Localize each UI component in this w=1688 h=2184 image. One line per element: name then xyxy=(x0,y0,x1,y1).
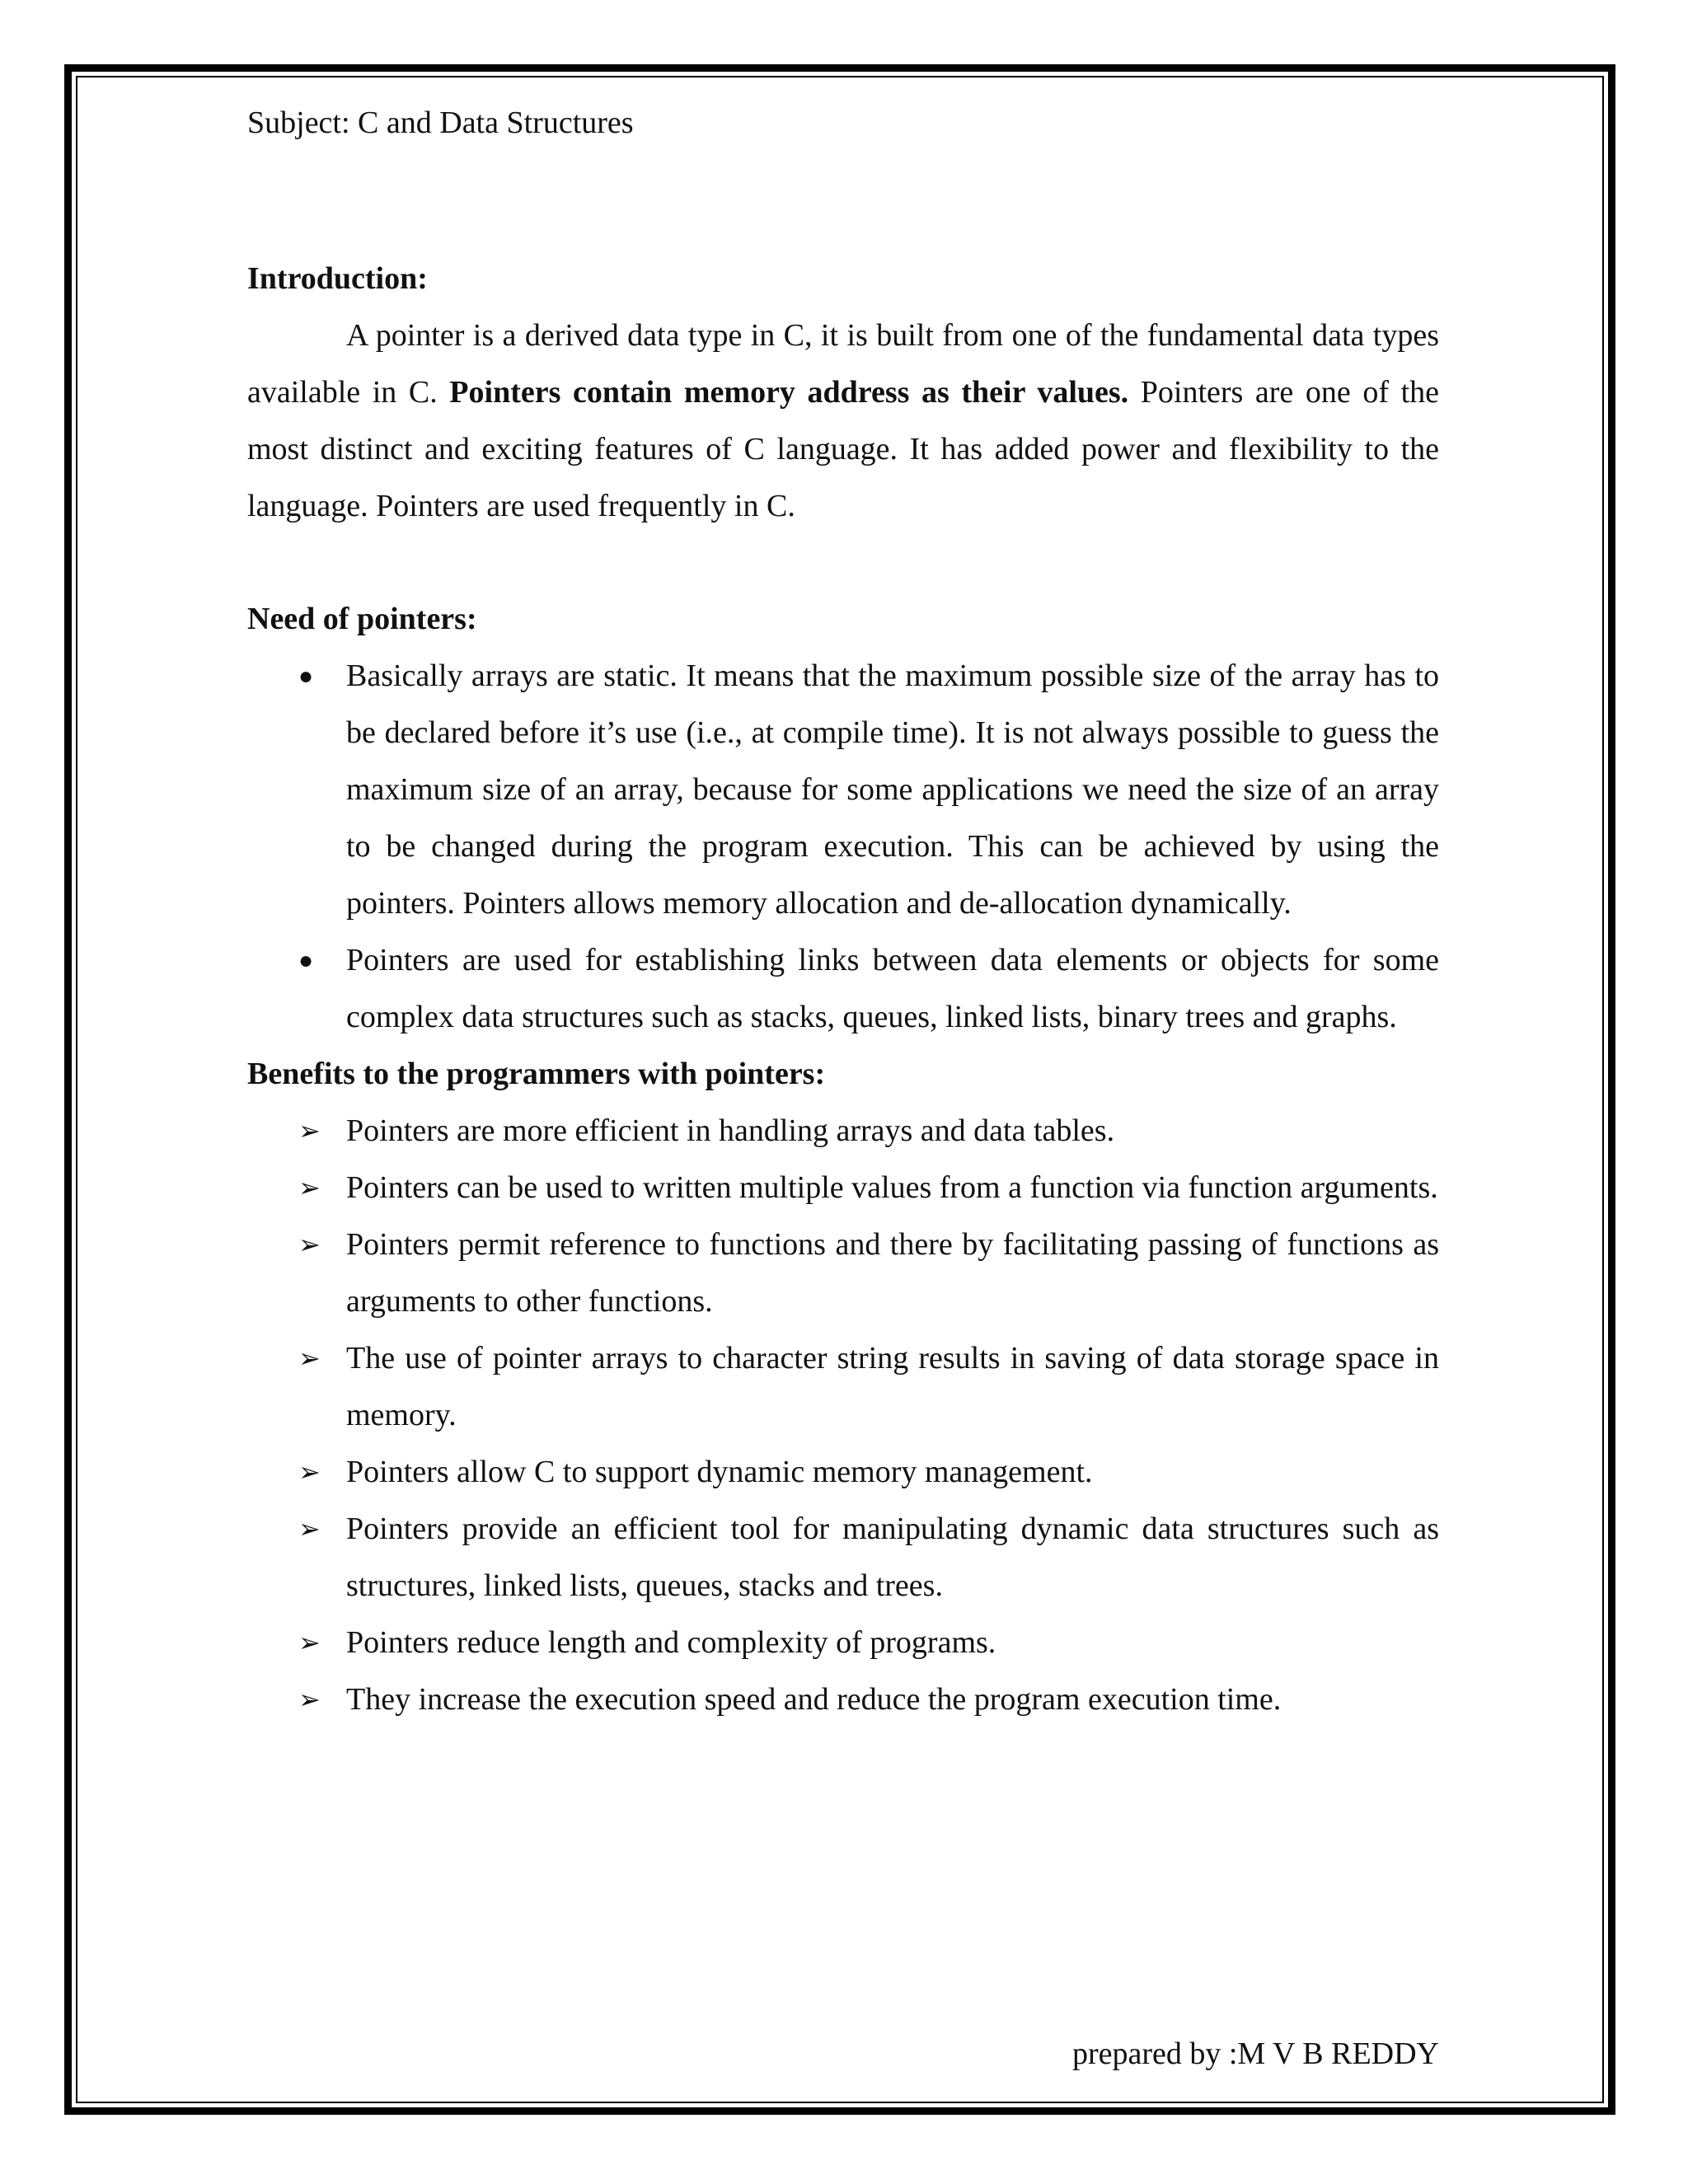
document-body xyxy=(247,95,1439,1728)
arrow-bullet-icon: ➢ xyxy=(298,1457,321,1487)
arrow-bullet-icon: ➢ xyxy=(298,1230,321,1259)
benefit-item-text: The use of pointer arrays to character string results in saving of data storage space in memory. xyxy=(346,1341,1439,1432)
subject-header: Subject: C and Data Structures xyxy=(247,105,634,140)
benefit-item-text: Pointers reduce length and complexity of programs. xyxy=(346,1625,996,1660)
benefit-item-text: Pointers permit reference to functions and there by facilitating passing of functions as arguments to other functions. xyxy=(346,1227,1439,1319)
introduction-text-bold: Pointers contain memory address as their values. xyxy=(449,375,1129,410)
introduction-paragraph xyxy=(247,307,1439,535)
benefit-item xyxy=(247,1671,1439,1728)
arrow-bullet-icon: ➢ xyxy=(298,1514,321,1544)
prepared-by-footer: prepared by :M V B REDDY xyxy=(1071,2036,1439,2071)
need-list xyxy=(247,648,1439,1046)
arrow-bullet-icon: ➢ xyxy=(298,1343,321,1373)
benefit-item-text: Pointers are more efficient in handling arrays and data tables. xyxy=(346,1113,1115,1148)
benefit-item-text: Pointers allow C to support dynamic memory management. xyxy=(346,1455,1093,1489)
arrow-bullet-icon: ➢ xyxy=(298,1173,321,1202)
benefit-item xyxy=(247,1501,1439,1615)
bullet-dot-icon: ● xyxy=(298,663,314,690)
benefit-item-text: Pointers provide an efficient tool for manipulating dynamic data structures such as structures, linked lists, queues, stacks and trees. xyxy=(346,1511,1439,1603)
need-item xyxy=(247,648,1439,932)
benefit-item xyxy=(247,1330,1439,1444)
arrow-bullet-icon: ➢ xyxy=(298,1628,321,1657)
introduction-text-start: A pointer is a derived data type in C, it is built from one of the fundamental data types available in C. xyxy=(247,318,1439,410)
need-item xyxy=(247,932,1439,1046)
introduction-text-end: Pointers are one of the most distinct and exciting features of C language. It has added power and flexibility to the language. Pointers are used frequently in C. xyxy=(247,375,1439,523)
bullet-dot-icon: ● xyxy=(298,947,314,974)
arrow-bullet-icon: ➢ xyxy=(298,1685,321,1714)
benefit-item-text: They increase the execution speed and reduce the program execution time. xyxy=(346,1682,1282,1717)
benefits-list xyxy=(247,1103,1439,1728)
benefit-item xyxy=(247,1615,1439,1671)
benefits-heading: Benefits to the programmers with pointers: xyxy=(247,1057,826,1091)
arrow-bullet-icon: ➢ xyxy=(298,1116,321,1146)
benefit-item xyxy=(247,1160,1439,1216)
benefit-item xyxy=(247,1444,1439,1501)
benefit-item xyxy=(247,1216,1439,1330)
introduction-heading: Introduction: xyxy=(247,261,428,296)
benefit-item xyxy=(247,1103,1439,1160)
benefit-item-text: Pointers can be used to written multiple values from a function via function arguments. xyxy=(346,1170,1438,1205)
need-heading: Need of pointers: xyxy=(247,602,477,636)
need-item-text: Basically arrays are static. It means that the maximum possible size of the array has to be declared before it’s use (i.e., at compile time). It is not always possible to guess the maximum size of an array, because for some applications we need the size of an array to be changed during the program execution. This can be achieved by using the pointers. Pointers allows memory allocation and de-allocation dynamically. xyxy=(346,658,1439,921)
need-item-text: Pointers are used for establishing links between data elements or objects for some complex data structures such as stacks, queues, linked lists, binary trees and graphs. xyxy=(346,943,1439,1034)
